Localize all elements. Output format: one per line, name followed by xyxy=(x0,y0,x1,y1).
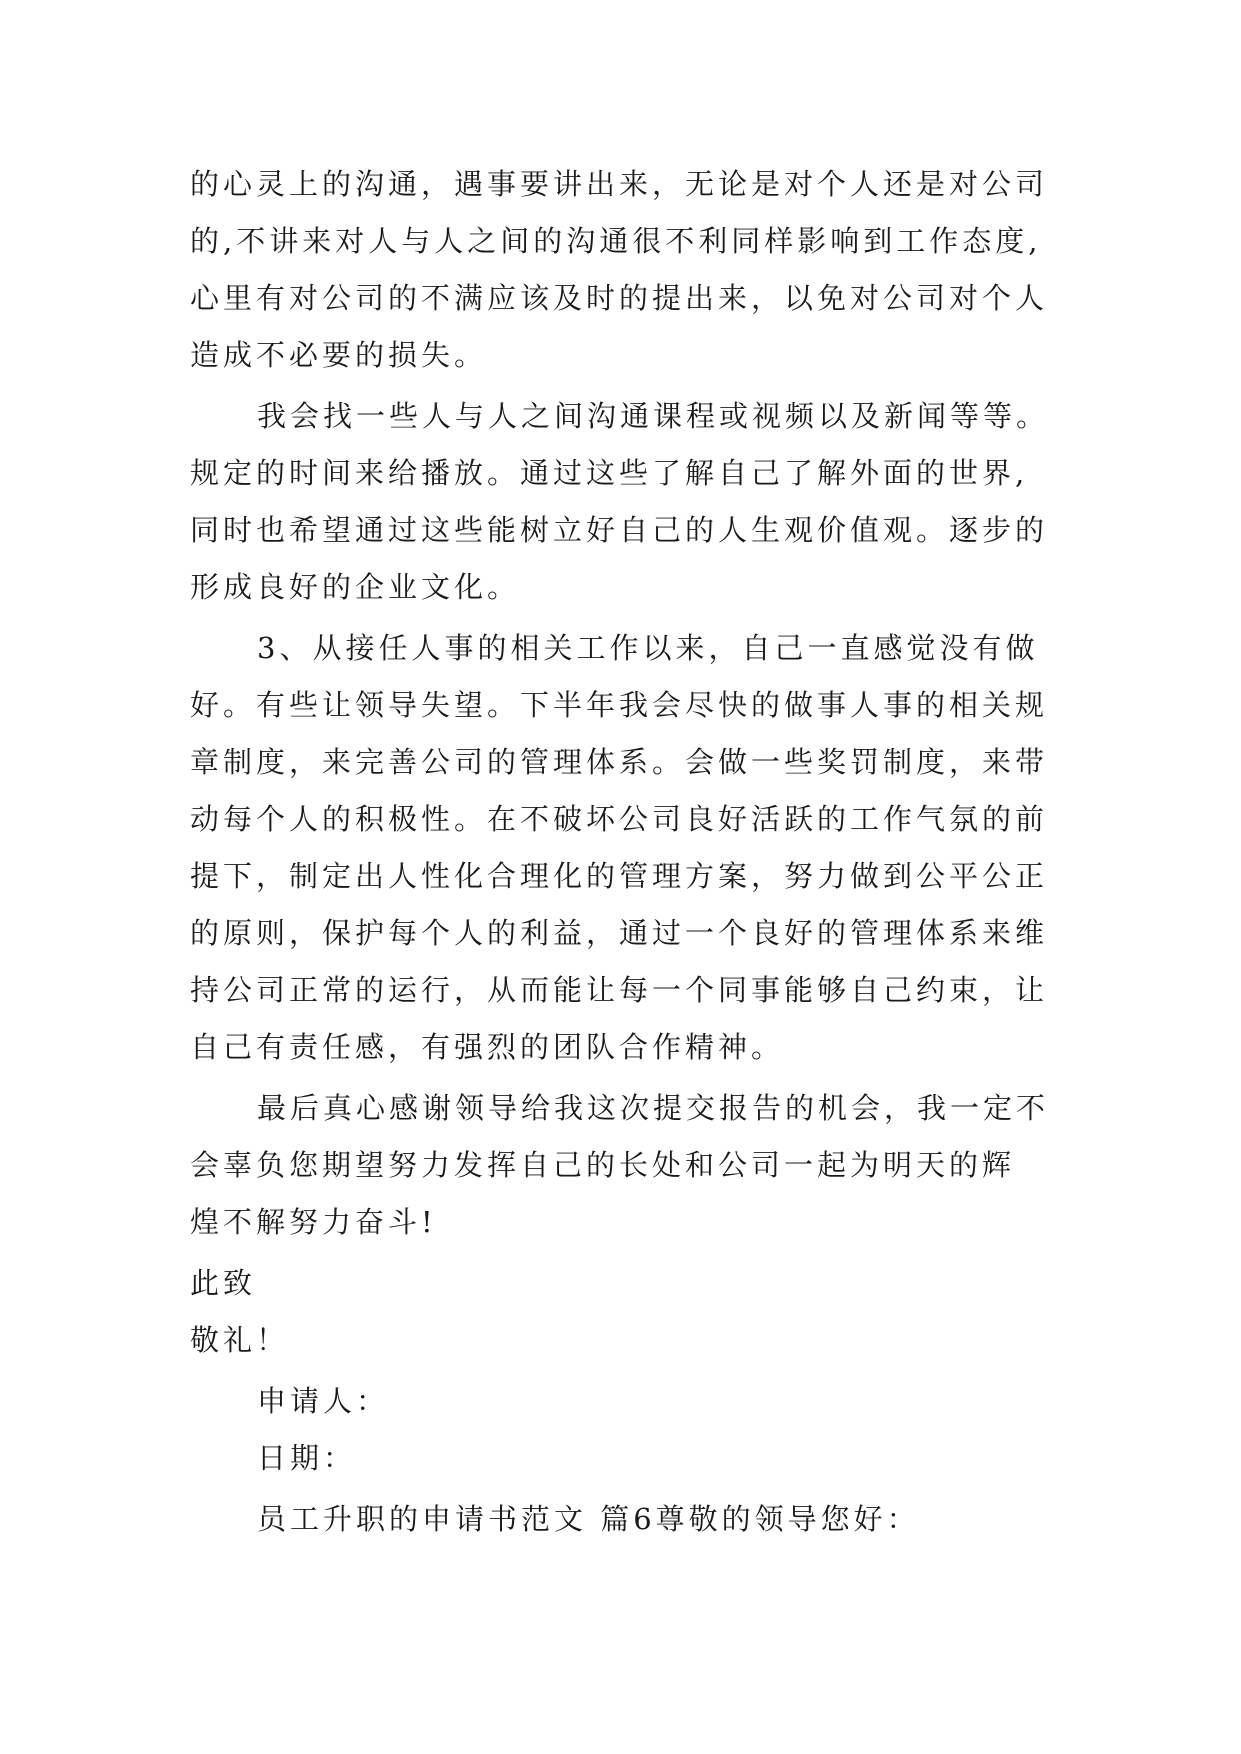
text-line: 好。有些让领导失望。下半年我会尽快的做事人事的相关规 xyxy=(190,688,1049,722)
text-line: 同时也希望通过这些能树立好自己的人生观价值观。逐步的 xyxy=(190,513,1049,547)
text-line: 心里有对公司的不满应该及时的提出来，以免对公司对个人 xyxy=(190,281,1049,315)
text-line: 的原则，保护每个人的利益，通过一个良好的管理体系来维 xyxy=(190,916,1049,950)
text-line: 提下，制定出人性化合理化的管理方案，努力做到公平公正 xyxy=(190,859,1049,893)
applicant-label: 申请人： xyxy=(257,1384,390,1418)
text-line: 的心灵上的沟通，遇事要讲出来，无论是对个人还是对公司 xyxy=(190,167,1049,201)
text-line: 持公司正常的运行，从而能让每一个同事能够自己约束，让 xyxy=(190,973,1049,1007)
text-line: 的,不讲来对人与人之间的沟通很不利同样影响到工作态度, xyxy=(190,224,1042,258)
text-line: 造成不必要的损失。 xyxy=(190,338,488,372)
paragraph-first-line: 我会找一些人与人之间沟通课程或视频以及新闻等等。 xyxy=(257,399,1050,433)
paragraph-first-line: 最后真心感谢领导给我这次提交报告的机会，我一定不 xyxy=(257,1091,1050,1125)
text-line: 规定的时间来给播放。通过这些了解自己了解外面的世界, xyxy=(190,456,1029,490)
text-line: 会辜负您期望努力发挥自己的长处和公司一起为明天的辉 xyxy=(190,1148,1016,1182)
text-line: 章制度，来完善公司的管理体系。会做一些奖罚制度，来带 xyxy=(190,745,1049,779)
text-line: 煌不解努力奋斗! xyxy=(190,1205,437,1239)
date-label: 日期： xyxy=(257,1441,357,1475)
text-line: 形成良好的企业文化。 xyxy=(190,570,521,604)
closing-regards: 敬礼！ xyxy=(190,1323,290,1357)
paragraph-first-line: 3、从接任人事的相关工作以来，自己一直感觉没有做 xyxy=(257,631,1039,665)
closing-salutation: 此致 xyxy=(190,1266,257,1300)
text-line: 自己有责任感，有强烈的团队合作精神。 xyxy=(190,1030,785,1064)
section-heading: 员工升职的申请书范文 篇6尊敬的领导您好： xyxy=(257,1502,920,1536)
text-line: 动每个人的积极性。在不破坏公司良好活跃的工作气氛的前 xyxy=(190,802,1049,836)
